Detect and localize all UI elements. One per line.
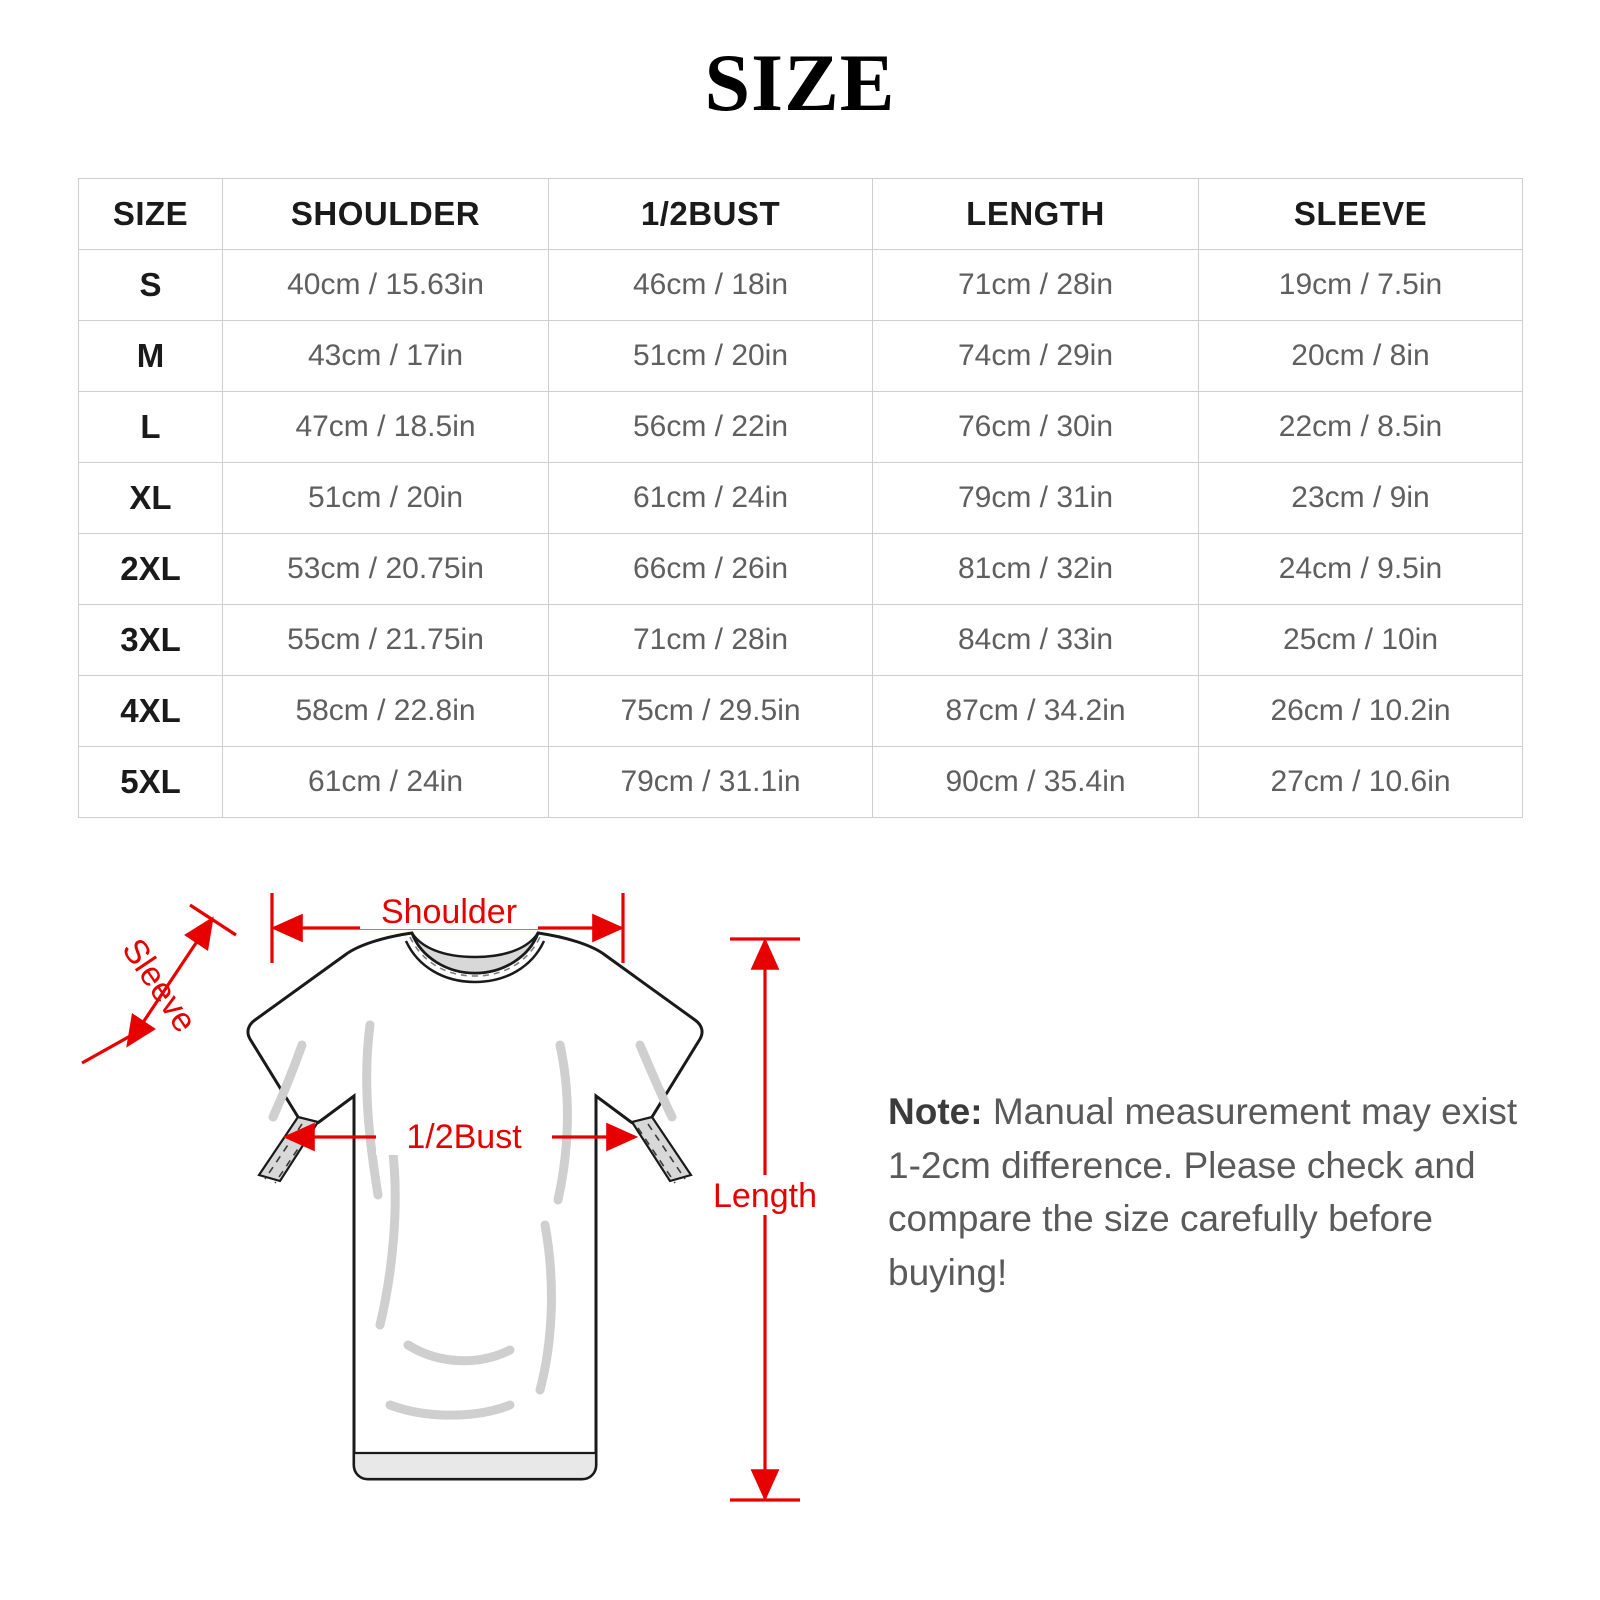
cell-bust: 46cm / 18in	[549, 250, 873, 321]
cell-shoulder: 53cm / 20.75in	[223, 534, 549, 605]
cell-size: 3XL	[79, 605, 223, 676]
cell-sleeve: 25cm / 10in	[1199, 605, 1523, 676]
cell-length: 87cm / 34.2in	[873, 676, 1199, 747]
table-row	[79, 392, 1523, 463]
sleeve-label: Sleeve	[114, 931, 204, 1040]
cell-shoulder: 61cm / 24in	[223, 747, 549, 818]
table-header-row	[79, 179, 1523, 250]
cell-bust: 79cm / 31.1in	[549, 747, 873, 818]
shoulder-label-text: Shoulder	[380, 893, 518, 931]
bust-label: 1/2Bust	[406, 1118, 522, 1156]
cell-size: 5XL	[79, 747, 223, 818]
note-text	[888, 1085, 1528, 1300]
sleeve-cuff-right	[632, 1117, 691, 1181]
measurement-diagram	[40, 845, 860, 1565]
cell-size: 2XL	[79, 534, 223, 605]
cell-bust: 51cm / 20in	[549, 321, 873, 392]
cell-shoulder: 40cm / 15.63in	[223, 250, 549, 321]
cell-length: 90cm / 35.4in	[873, 747, 1199, 818]
cell-bust: 66cm / 26in	[549, 534, 873, 605]
table-row	[79, 250, 1523, 321]
cell-length: 74cm / 29in	[873, 321, 1199, 392]
shirt-hem	[354, 1453, 596, 1479]
cell-shoulder: 58cm / 22.8in	[223, 676, 549, 747]
cell-sleeve: 24cm / 9.5in	[1199, 534, 1523, 605]
cell-size: L	[79, 392, 223, 463]
cell-length: 71cm / 28in	[873, 250, 1199, 321]
cell-size: XL	[79, 463, 223, 534]
cell-size: 4XL	[79, 676, 223, 747]
table-row	[79, 747, 1523, 818]
column-header-sleeve: SLEEVE	[1199, 179, 1523, 250]
cell-length: 81cm / 32in	[873, 534, 1199, 605]
column-header-shoulder: SHOULDER	[223, 179, 549, 250]
cell-shoulder: 47cm / 18.5in	[223, 392, 549, 463]
table-row	[79, 321, 1523, 392]
note-label: Note:	[888, 1091, 983, 1132]
cell-length: 79cm / 31in	[873, 463, 1199, 534]
length-label: Length	[713, 1177, 817, 1215]
cell-bust: 71cm / 28in	[549, 605, 873, 676]
column-header-bust: 1/2BUST	[549, 179, 873, 250]
page-title: SIZE	[704, 37, 896, 128]
note-body: Manual measurement may exist 1-2cm difference. Please check and compare the size carefully before buying!	[888, 1091, 1518, 1293]
cell-sleeve: 22cm / 8.5in	[1199, 392, 1523, 463]
cell-shoulder: 55cm / 21.75in	[223, 605, 549, 676]
cell-sleeve: 23cm / 9in	[1199, 463, 1523, 534]
column-header-size: SIZE	[79, 179, 223, 250]
cell-sleeve: 20cm / 8in	[1199, 321, 1523, 392]
cell-bust: 61cm / 24in	[549, 463, 873, 534]
size-chart-table	[78, 178, 1523, 818]
cell-sleeve: 27cm / 10.6in	[1199, 747, 1523, 818]
table-row	[79, 534, 1523, 605]
cell-length: 76cm / 30in	[873, 392, 1199, 463]
table-row	[79, 463, 1523, 534]
table-row	[79, 676, 1523, 747]
cell-sleeve: 19cm / 7.5in	[1199, 250, 1523, 321]
cell-shoulder: 43cm / 17in	[223, 321, 549, 392]
sleeve-cuff-left	[259, 1117, 318, 1181]
cell-bust: 56cm / 22in	[549, 392, 873, 463]
table-row	[79, 605, 1523, 676]
tshirt-illustration	[248, 933, 702, 1479]
length-dimension	[730, 939, 800, 1500]
cell-size: M	[79, 321, 223, 392]
cell-size: S	[79, 250, 223, 321]
cell-length: 84cm / 33in	[873, 605, 1199, 676]
cell-bust: 75cm / 29.5in	[549, 676, 873, 747]
cell-shoulder: 51cm / 20in	[223, 463, 549, 534]
column-header-length: LENGTH	[873, 179, 1199, 250]
cell-sleeve: 26cm / 10.2in	[1199, 676, 1523, 747]
